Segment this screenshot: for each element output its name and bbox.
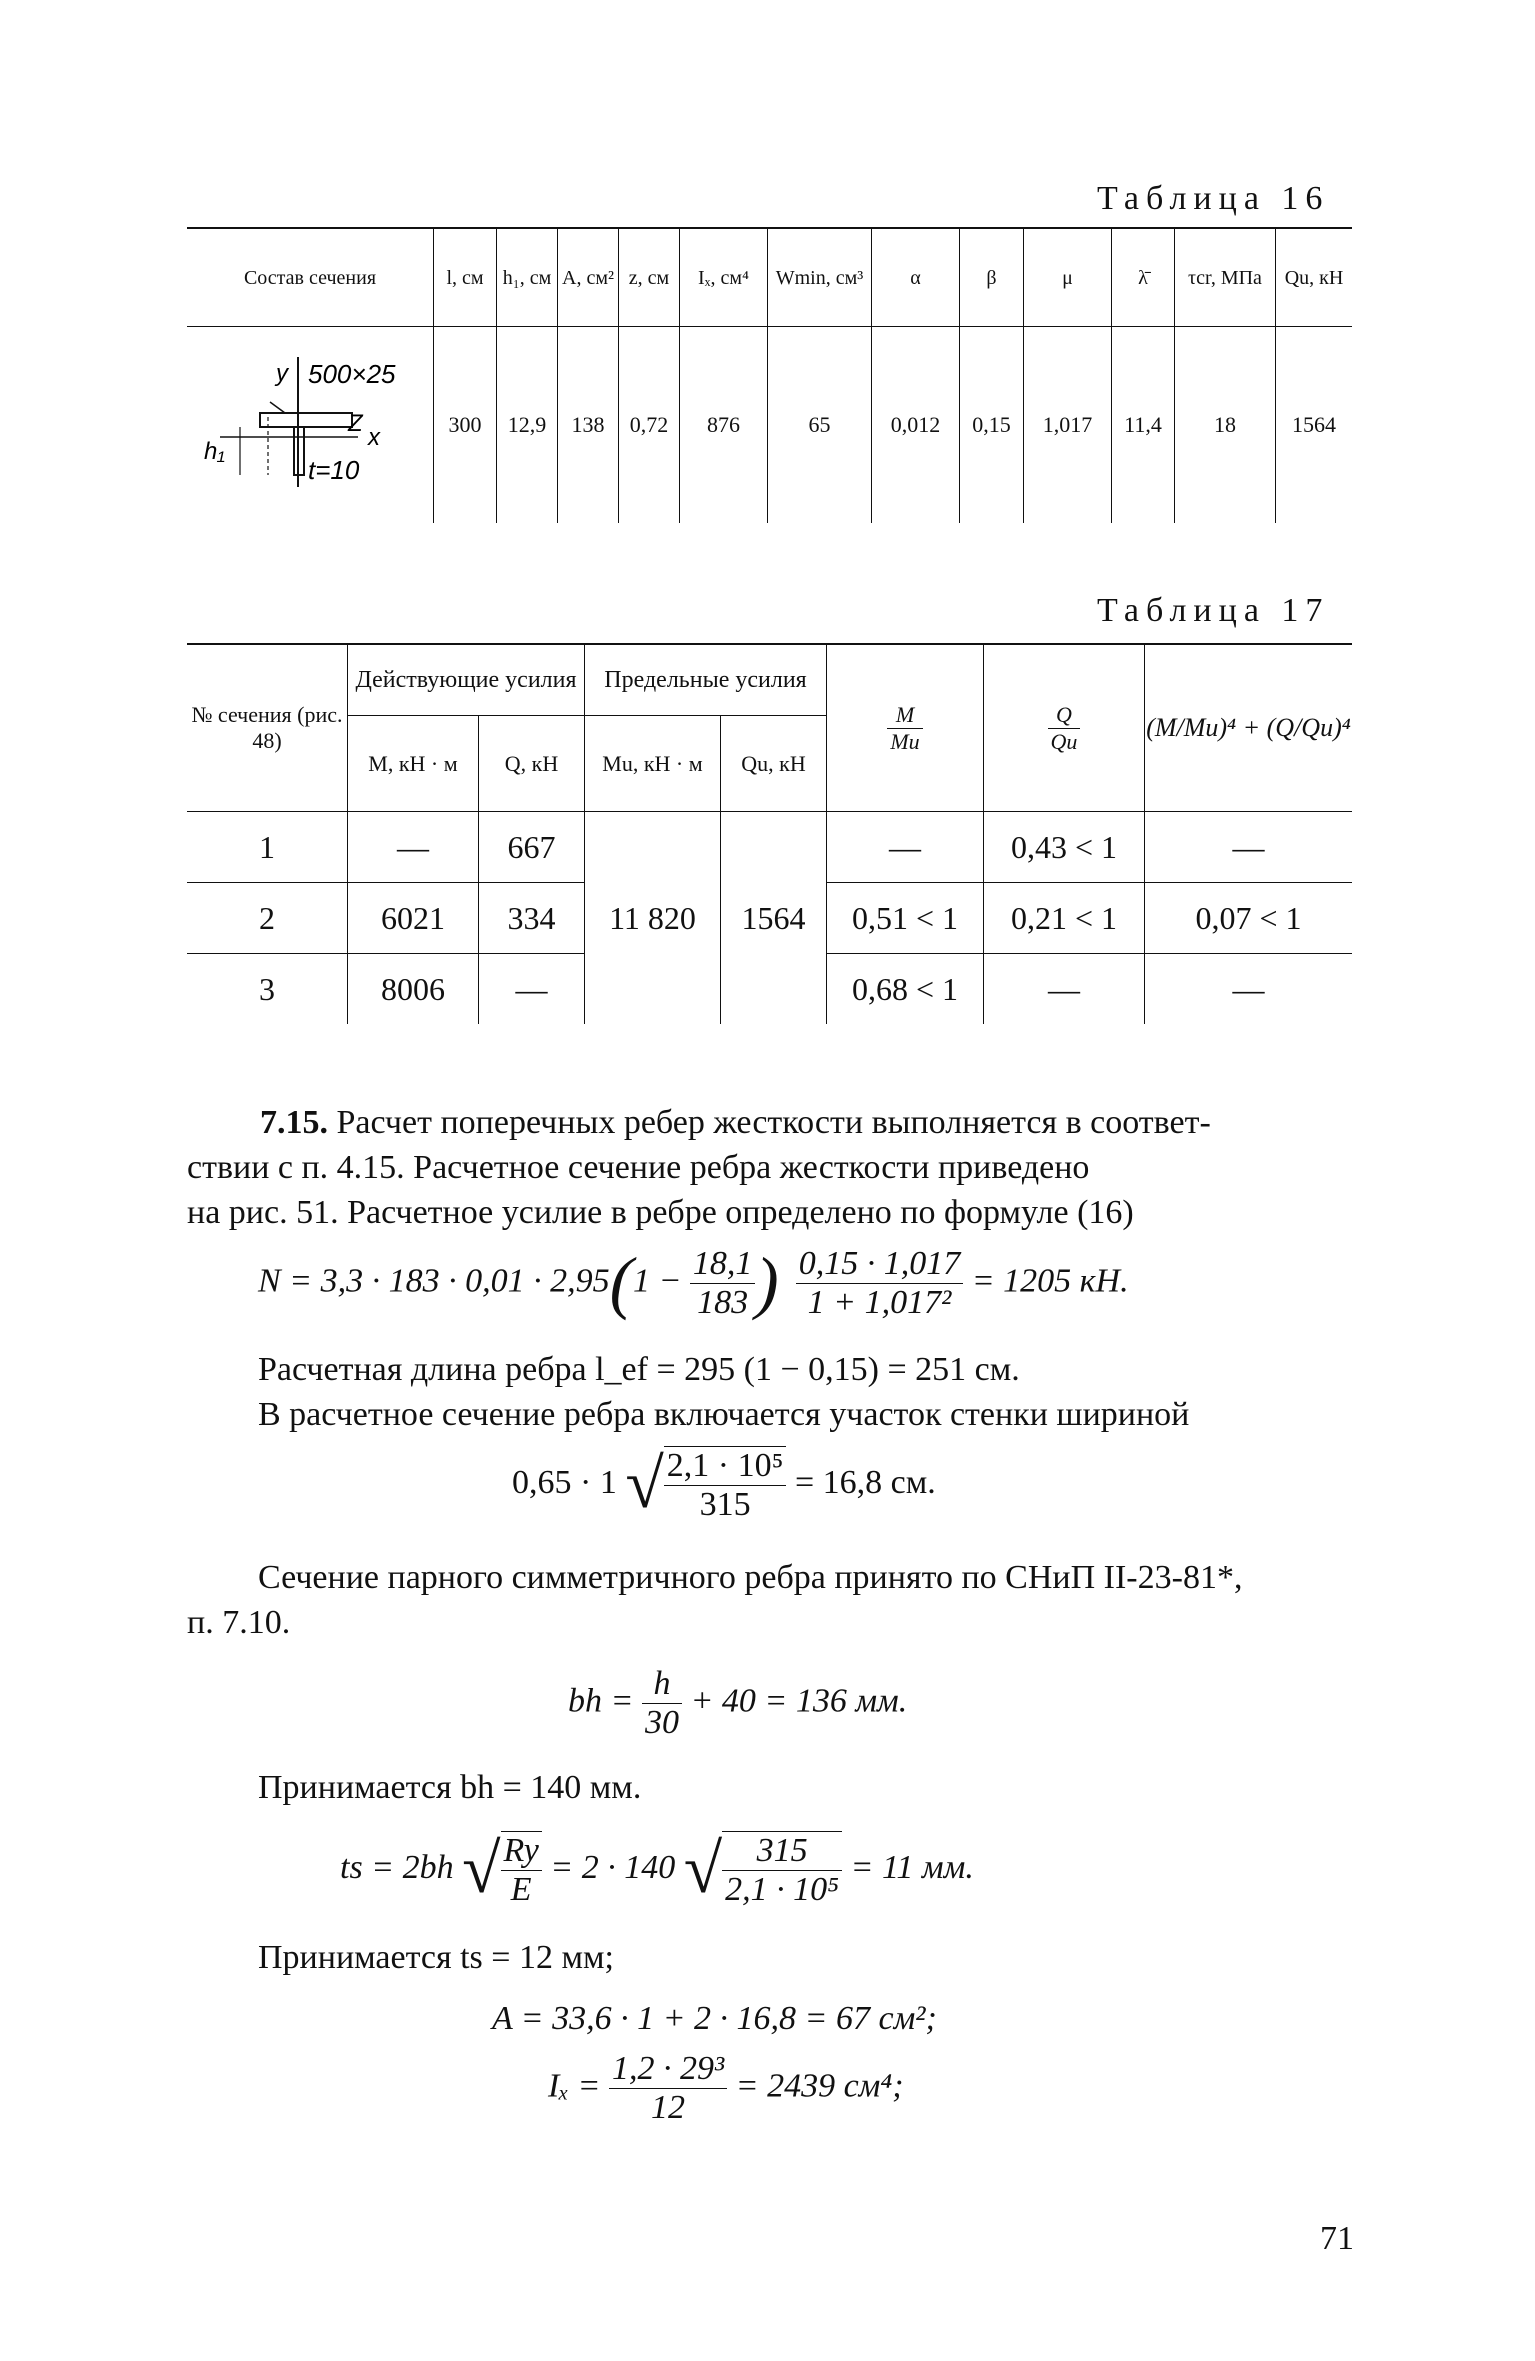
formula-part: = 1205 кН. [971, 1262, 1129, 1300]
t16-header: A, см² [558, 228, 619, 327]
formula-bh [568, 1665, 907, 1742]
label-z: Z [348, 410, 363, 437]
formula-width: 0,65 · 1 √ $\frac{\text{2,1 · 10⁵}}{315}$ = 16,8 см. [512, 1446, 936, 1523]
formula-part: h [642, 1665, 682, 1704]
t16-cell: 1,017 [1024, 327, 1112, 524]
t16-cell: 18 [1175, 327, 1276, 524]
formula-part: = 2 · 140 [550, 1848, 676, 1886]
formula-part: N = 3,3 · 183 · 0,01 · 2,95 [258, 1262, 610, 1300]
t16-cell: 0,15 [960, 327, 1024, 524]
para-line: Расчет поперечных ребер жесткости выполняется в соответ- [328, 1104, 1211, 1141]
formula-part: bh = [568, 1682, 634, 1720]
label-size: 500×25 [308, 359, 396, 389]
accept-ts: Принимается ts = 12 мм; [258, 1939, 614, 1976]
table16 [187, 227, 1352, 523]
t16-header: τcr, МПа [1175, 228, 1276, 327]
formula-ts: ts = 2bh √ $\frac{Ry}{E}$ = 2 · 140 √ $\frac{315}{\text{2,1 · 10⁵}}$ = 11 мм. [340, 1831, 974, 1908]
line-web: В расчетное сечение ребра включается участок стенки шириной [258, 1396, 1190, 1433]
formula-area: A = 33,6 · 1 + 2 · 16,8 = 67 см²; [492, 2000, 937, 2037]
formula-part: = 16,8 см. [794, 1463, 936, 1501]
formula-part: E [510, 1871, 532, 1908]
t17-cell: — [984, 954, 1145, 1025]
t16-header: μ [1024, 228, 1112, 327]
t16-cell: 12,9 [497, 327, 558, 524]
label-x: x [368, 424, 380, 451]
t17-col-ratio-q: $\frac{Q}{Qu}$ [984, 644, 1145, 812]
para2-line: п. 7.10. [187, 1604, 291, 1641]
t17-cell: 1 [259, 828, 275, 865]
para-number: 7.15. [260, 1104, 328, 1141]
t16-header: α [872, 228, 960, 327]
formula-part: 30 [644, 1704, 679, 1741]
para2-line: Сечение парного симметричного ребра принято по СНиП II-23-81*, [258, 1559, 1243, 1596]
formula-part: 1,2 · 29³ [609, 2050, 727, 2089]
table17 [187, 643, 1352, 1024]
t17-group-limit: Предельные усилия [585, 644, 827, 716]
t16-cell: 138 [558, 327, 619, 524]
formula-part: Ry [501, 1832, 542, 1871]
formula-part: 18,1 [690, 1245, 756, 1284]
t17-sub-qu: Qu, кН [721, 716, 827, 812]
formula-part: 0,65 · 1 [512, 1463, 617, 1501]
t16-header: z, см [619, 228, 680, 327]
t17-cell: 3 [259, 970, 275, 1007]
t17-cell: — [348, 812, 479, 883]
para-line: на рис. 51. Расчетное усилие в ребре определено по формуле (16) [187, 1194, 1134, 1231]
t17-cell: — [1145, 954, 1353, 1025]
formula-part: ts = 2bh [340, 1848, 454, 1886]
t17-cell: 0,21 < 1 [984, 883, 1145, 954]
table17-caption: Таблица 17 [1097, 592, 1330, 629]
label-t: t=10 [308, 455, 360, 485]
t16-header: h₁, см [497, 228, 558, 327]
formula-part: = 11 мм. [850, 1848, 974, 1886]
t17-cell: 6021 [348, 883, 479, 954]
t16-header: Состав сечения [243, 266, 377, 289]
t17-cell-qu: 1564 [721, 812, 827, 1025]
t17-sub-mu: Mu, кН · м [585, 716, 721, 812]
t16-header: β [960, 228, 1024, 327]
accept-bh: Принимается bh = 140 мм. [258, 1769, 642, 1806]
t17-cell: 0,51 < 1 [827, 883, 984, 954]
formula-part: 1 − [632, 1262, 682, 1300]
t-section-figure [200, 347, 420, 497]
t17-cell: 667 [479, 812, 585, 883]
formula-part: 315 [722, 1832, 842, 1871]
t17-cell: 2 [259, 899, 275, 936]
formula-part: 183 [697, 1284, 749, 1321]
t17-group-acting: Действующие усилия [348, 644, 585, 716]
t17-col-ratio-m: $\frac{M}{Mu}$ [827, 644, 984, 812]
t16-cell: 300 [434, 327, 497, 524]
page-number: 71 [1320, 2220, 1354, 2257]
t17-cell: 8006 [348, 954, 479, 1025]
formula-part: Iₓ = [548, 2067, 601, 2105]
t16-header: l, см [434, 228, 497, 327]
t16-header: λ̄ [1112, 228, 1175, 327]
formula-part: 12 [651, 2089, 686, 2126]
t17-cell: — [827, 812, 984, 883]
formula-ix [548, 2050, 904, 2127]
section-sketch [187, 327, 434, 524]
formula-n: N = 3,3 · 183 · 0,01 · 2,95(1 − $\frac{18,1}{183}$ ) $\frac{0,15 \cdot 1,017}{\text{1 + 1,017²}}$ = 1205 кН. [258, 1244, 1129, 1322]
t17-sub-m: M, кН · м [348, 716, 479, 812]
t17-col-combined: (M/Mu)⁴ + (Q/Qu)⁴ [1145, 644, 1353, 812]
formula-part: 2,1 · 10⁵ [725, 1871, 839, 1908]
t16-cell: 876 [680, 327, 768, 524]
table16-caption: Таблица 16 [1097, 180, 1330, 217]
t17-cell: — [1145, 812, 1353, 883]
formula-part: 2,1 · 10⁵ [664, 1447, 787, 1486]
formula-part: + 40 = 136 мм. [690, 1682, 908, 1720]
t16-cell: 1564 [1276, 327, 1353, 524]
para-line: ствии с п. 4.15. Расчетное сечение ребра жесткости приведено [187, 1149, 1090, 1186]
label-h: h₁ [204, 438, 225, 465]
t16-header: Iₓ, см⁴ [680, 228, 768, 327]
formula-part: 315 [699, 1486, 751, 1523]
formula-part: = 2439 см⁴; [735, 2067, 904, 2105]
t17-cell-mu: 11 820 [585, 812, 721, 1025]
label-y: y [276, 360, 288, 387]
t16-cell: 0,012 [872, 327, 960, 524]
t17-cell: 0,43 < 1 [984, 812, 1145, 883]
t17-cell: 334 [479, 883, 585, 954]
line-length: Расчетная длина ребра l_ef = 295 (1 − 0,15) = 251 см. [258, 1351, 1020, 1388]
table-row [187, 812, 1352, 883]
t17-sub-q: Q, кН [479, 716, 585, 812]
paragraph-7-15 [260, 1100, 1352, 1145]
t17-cell: 0,07 < 1 [1145, 883, 1353, 954]
t16-header: Wmin, см³ [768, 228, 872, 327]
formula-part: 1 + 1,017² [807, 1284, 952, 1321]
t17-cell: — [479, 954, 585, 1025]
t17-cell: 0,68 < 1 [827, 954, 984, 1025]
t17-col-section: № сечения (рис. 48) [191, 702, 343, 753]
t16-cell: 65 [768, 327, 872, 524]
t16-header: Qu, кН [1276, 228, 1353, 327]
formula-part: 0,15 · 1,017 [796, 1245, 964, 1284]
t16-cell: 0,72 [619, 327, 680, 524]
t16-cell: 11,4 [1112, 327, 1175, 524]
